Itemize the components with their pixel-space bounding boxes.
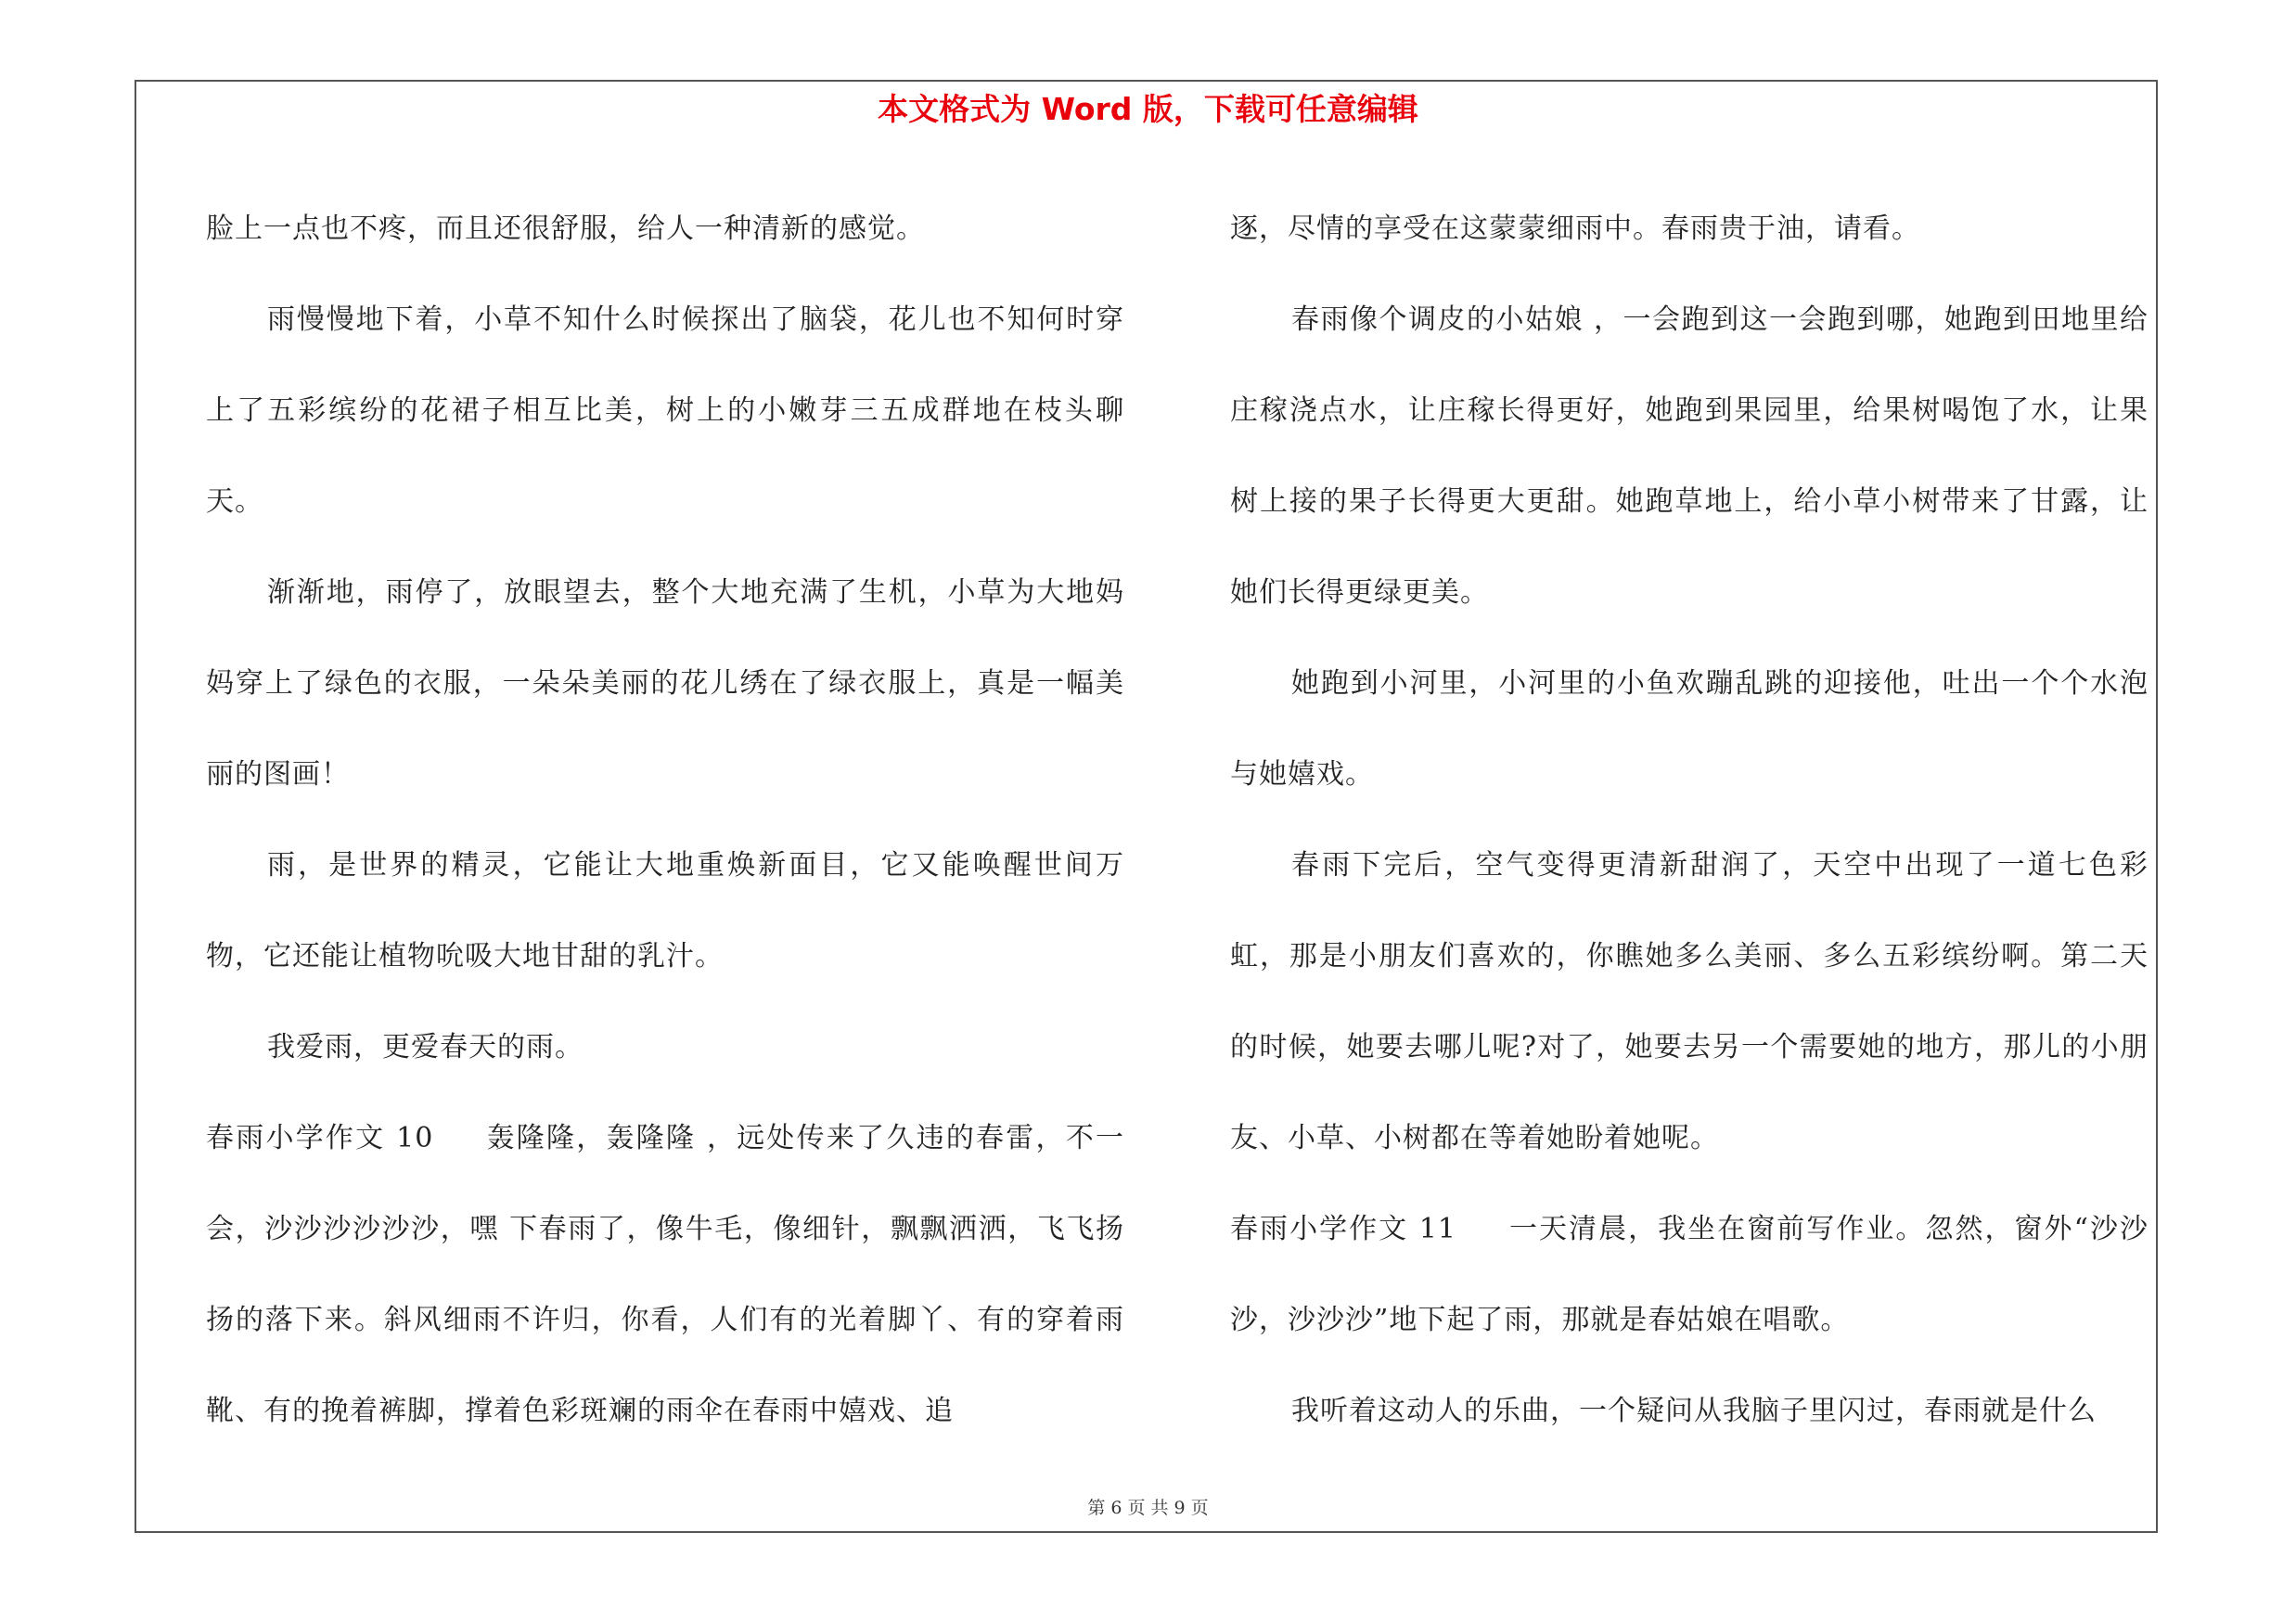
paragraph: 我爱雨，更爱春天的雨。 bbox=[267, 1031, 584, 1063]
paragraph: 春雨下完后，空气变得更清新甜润了，天空中出现了一道七色彩虹，那是小朋友们喜欢的，你瞧她多么美丽、多么五彩缤纷啊。第二天的时候，她要去哪儿呢?对了，她要去另一个需要她的地方，那儿的小朋友、小草、小树都在等着她盼着她呢。 bbox=[1230, 849, 2148, 1154]
paragraph: 雨慢慢地下着，小草不知什么时候探出了脑袋，花儿也不知何时穿上了五彩缤纷的花裙子相互比美，树上的小嫩芽三五成群地在枝头聊天。 bbox=[206, 303, 1124, 518]
paragraph: 我听着这动人的乐曲，一个疑问从我脑子里闪过，春雨就是什么 bbox=[1291, 1395, 2097, 1427]
essay-title-11: 春雨小学作文 11 bbox=[1230, 1213, 1456, 1245]
left-text-column bbox=[206, 184, 1124, 1457]
essay-body-11: 一天清晨，我坐在窗前写作业。忽然，窗外“沙沙沙，沙沙沙”地下起了雨，那就是春姑娘在唱歌。 bbox=[1230, 1213, 2148, 1336]
paragraph-continuation: 脸上一点也不疼，而且还很舒服，给人一种清新的感觉。 bbox=[206, 213, 925, 245]
essay-body-10: 轰隆隆，轰隆隆 ，远处传来了久违的春雷，不一会，沙沙沙沙沙沙，嘿 下春雨了，像牛毛，像细针，飘飘洒洒，飞飞扬扬的落下来。斜风细雨不许归，你看，人们有的光着脚丫、有的穿着雨靴、有的挽着裤脚，撑着色彩斑斓的雨伞在春雨中嬉戏、追 bbox=[206, 1122, 1124, 1427]
paragraph: 春雨像个调皮的小姑娘 ，一会跑到这一会跑到哪，她跑到田地里给庄稼浇点水，让庄稼长得更好，她跑到果园里，给果树喝饱了水，让果树上接的果子长得更大更甜。她跑草地上，给小草小树带来了甘露，让她们长得更绿更美。 bbox=[1230, 303, 2148, 609]
paragraph: 雨，是世界的精灵，它能让大地重焕新面目，它又能唤醒世间万物，它还能让植物吮吸大地甘甜的乳汁。 bbox=[206, 849, 1124, 973]
paragraph: 渐渐地，雨停了，放眼望去，整个大地充满了生机，小草为大地妈妈穿上了绿色的衣服，一朵朵美丽的花儿绣在了绿衣服上，真是一幅美丽的图画！ bbox=[206, 576, 1124, 791]
paragraph-continuation: 逐，尽情的享受在这蒙蒙细雨中。春雨贵于油，请看。 bbox=[1230, 213, 1920, 245]
page-number-footer: 第 6 页 共 9 页 bbox=[1087, 1498, 1209, 1518]
essay-section-10 bbox=[206, 1093, 1124, 1457]
essay-title-10: 春雨小学作文 10 bbox=[206, 1122, 434, 1154]
paragraph: 她跑到小河里，小河里的小鱼欢蹦乱跳的迎接他，吐出一个个水泡与她嬉戏。 bbox=[1230, 667, 2148, 791]
essay-section-11 bbox=[1230, 1184, 2148, 1366]
page-header-banner: 本文格式为 Word 版，下载可任意编辑 bbox=[878, 91, 1418, 127]
right-text-column bbox=[1230, 184, 2148, 1457]
